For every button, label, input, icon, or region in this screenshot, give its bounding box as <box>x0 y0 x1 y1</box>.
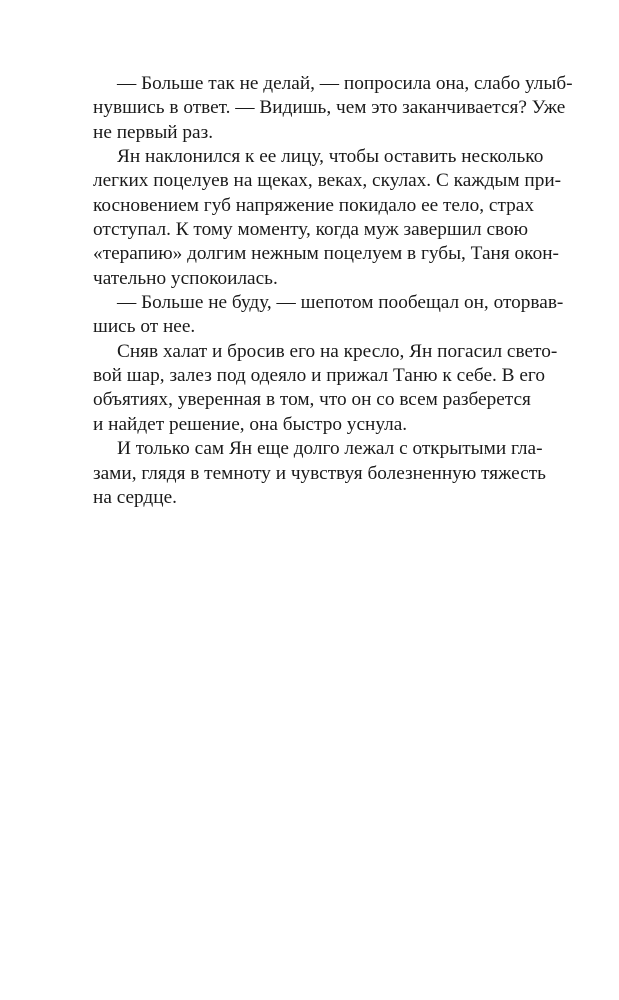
text-line: зами, глядя в темноту и чувствуя болезненную тяжесть <box>93 462 546 484</box>
text-line: легких поцелуев на щеках, веках, скулах. С каждым при- <box>93 170 562 192</box>
text-line: на сердце. <box>93 486 177 508</box>
text-line: объятиях, уверенная в том, что он со всем разберется <box>93 389 531 411</box>
text-line: косновением губ напряжение покидало ее тело, страх <box>93 194 534 216</box>
text-line: «терапию» долгим нежным поцелуем в губы, Таня окон- <box>93 243 559 265</box>
text-line: шись от нее. <box>93 316 196 338</box>
text-line: нувшись в ответ. — Видишь, чем это заканчивается? Уже <box>93 97 566 119</box>
paragraph <box>93 340 558 437</box>
paragraph <box>93 145 562 291</box>
text-line: чательно успокоилась. <box>93 267 278 289</box>
paragraph <box>93 437 546 510</box>
paragraph <box>93 72 573 145</box>
paragraph <box>93 291 564 340</box>
text-line: не первый раз. <box>93 121 214 143</box>
text-line: отступал. К тому моменту, когда муж завершил свою <box>93 219 529 241</box>
text-line: И только сам Ян еще долго лежал с открытыми гла- <box>117 438 543 460</box>
text-line: Ян наклонился к ее лицу, чтобы оставить несколько <box>117 146 544 168</box>
text-line: — Больше так не делай, — попросила она, слабо улыб- <box>117 73 573 94</box>
text-line: и найдет решение, она быстро уснула. <box>93 413 408 435</box>
text-line: — Больше не буду, — шепотом пообещал он, оторвав- <box>117 292 564 314</box>
text-line: Сняв халат и бросив его на кресло, Ян погасил свето- <box>117 340 558 362</box>
body-text <box>93 72 573 510</box>
text-line: вой шар, залез под одеяло и прижал Таню к себе. В его <box>93 365 545 387</box>
